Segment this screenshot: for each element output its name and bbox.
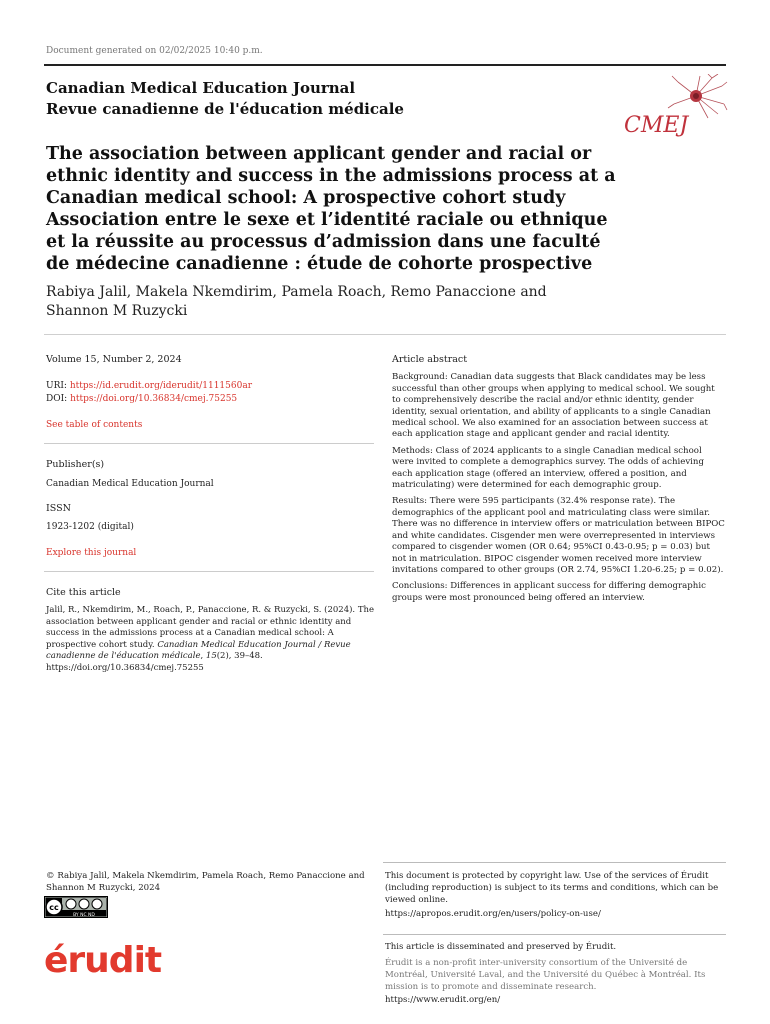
cite-heading: Cite this article xyxy=(46,587,121,598)
svg-text:cc: cc xyxy=(49,903,59,912)
footer-divider xyxy=(383,862,726,863)
footer-divider-2 xyxy=(383,934,726,935)
doi-label: DOI: xyxy=(46,394,68,404)
abstract-background: Background: Canadian data suggests that Black candidates may be less successful than other groups when applying to medical school. We sought to comprehensively describe the racial and/or ethnic identity, gender identity, sexual orientation, and ability of applicants to a single Canadian medical school. We also examined for an association between success at each application stage and applicant gender and racial identity. xyxy=(392,372,715,440)
policy-link[interactable]: https://apropos.erudit.org/en/users/policy-on-use/ xyxy=(385,909,601,919)
title-fr: Association entre le sexe et l’identité raciale ou ethnique et la réussite au processus d’admission dans une faculté de médecine canadienne : étude de cohorte prospective xyxy=(46,210,608,274)
abstract-results: Results: There were 595 participants (32.4% response rate). The demographics of the applicant pool and matriculating class were similar. There was no difference in interview offers or matriculation between BIPOC and white candidates. Cisgender men were overrepresented in interviews compared to cisgender women (OR 0.64; 95%CI 0.43-0.95; p = 0.03) but not in matriculation. BIPOC cisgender women received more interview invitations compared to other groups (OR 2.74, 95%CI 1.20-6.25; p = 0.02). xyxy=(392,496,725,575)
erudit-link[interactable]: https://www.erudit.org/en/ xyxy=(385,995,501,1005)
journal-name-fr: Revue canadienne de l'éducation médicale xyxy=(46,100,404,118)
issn-heading: ISSN xyxy=(46,503,71,514)
explore-journal-link[interactable]: Explore this journal xyxy=(46,548,137,558)
copyright-notice: © Rabiya Jalil, Makela Nkemdirim, Pamela Roach, Remo Panaccione and Shannon M Ruzycki, 2024 xyxy=(46,871,365,893)
disseminated-notice: This article is disseminated and preserved by Érudit. xyxy=(385,942,617,952)
erudit-logo: érudit xyxy=(44,940,162,981)
header-divider xyxy=(44,334,726,335)
protected-notice: This document is protected by copyright law. Use of the services of Érudit (including reproduction) is subject to its terms and conditions, which can be viewed online. xyxy=(385,871,719,905)
creative-commons-badge[interactable] xyxy=(44,896,108,918)
cc-license-text: BY NC ND xyxy=(73,913,95,918)
uri-line xyxy=(46,380,376,392)
uri-label: URI: xyxy=(46,381,67,391)
publisher-heading: Publisher(s) xyxy=(46,459,105,470)
doi-line xyxy=(46,393,376,405)
abstract-heading: Article abstract xyxy=(392,354,468,365)
consortium-description: Érudit is a non-profit inter-university consortium of the Université de Montréal, Université Laval, and the Université du Québec à Montréal. Its mission is to promote and disseminate research. xyxy=(385,958,706,992)
journal-name-en: Canadian Medical Education Journal xyxy=(46,79,356,97)
citation-rest: (2), 39–48. https://doi.org/10.36834/cmej.75255 xyxy=(46,651,263,673)
generated-date: Document generated on 02/02/2025 10:40 p.m. xyxy=(46,46,263,56)
citation-main: Jalil, R., Nkemdirim, M., Roach, P., Panaccione, R. & Ruzycki, S. (2024). The association between applicant gender and racial or ethnic identity and success in the admissions process at a Canadian medical school: A prospective cohort study. xyxy=(46,605,374,650)
volume-info: Volume 15, Number 2, 2024 xyxy=(46,354,182,365)
abstract-conclusions: Conclusions: Differences in applicant success for differing demographic groups were most pronounced being offered an interview. xyxy=(392,581,706,603)
journal-name xyxy=(46,78,404,120)
article-title xyxy=(46,143,626,275)
abstract-methods: Methods: Class of 2024 applicants to a single Canadian medical school were invited to complete a demographics survey. The odds of achieving each application stage (offered an interview, offered a position, and matriculating) were determined for each demographic group. xyxy=(392,445,704,491)
publisher-name: Canadian Medical Education Journal xyxy=(46,479,214,489)
divider xyxy=(44,443,374,444)
authors: Rabiya Jalil, Makela Nkemdirim, Pamela Roach, Remo Panaccione and Shannon M Ruzycki xyxy=(46,284,547,319)
citation-separator: , xyxy=(200,651,204,661)
citation xyxy=(46,605,378,674)
top-divider xyxy=(44,64,726,66)
table-of-contents-link[interactable]: See table of contents xyxy=(46,420,143,430)
title-en: The association between applicant gender and racial or ethnic identity and success in the admissions process at a Canadian medical school: A prospective cohort study xyxy=(46,144,616,208)
citation-journal: Canadian Medical Education Journal / Revue canadienne de l'éducation médicale xyxy=(46,639,351,661)
uri-link[interactable]: https://id.erudit.org/iderudit/1111560ar xyxy=(69,381,252,391)
doi-link[interactable]: https://doi.org/10.36834/cmej.75255 xyxy=(70,394,238,404)
cmej-logo-text: CMEJ xyxy=(624,113,689,138)
citation-volume: 15 xyxy=(205,651,217,661)
article-abstract xyxy=(392,354,726,609)
issn-value: 1923-1202 (digital) xyxy=(46,522,134,532)
cmej-logo xyxy=(608,74,728,154)
divider xyxy=(44,571,374,572)
